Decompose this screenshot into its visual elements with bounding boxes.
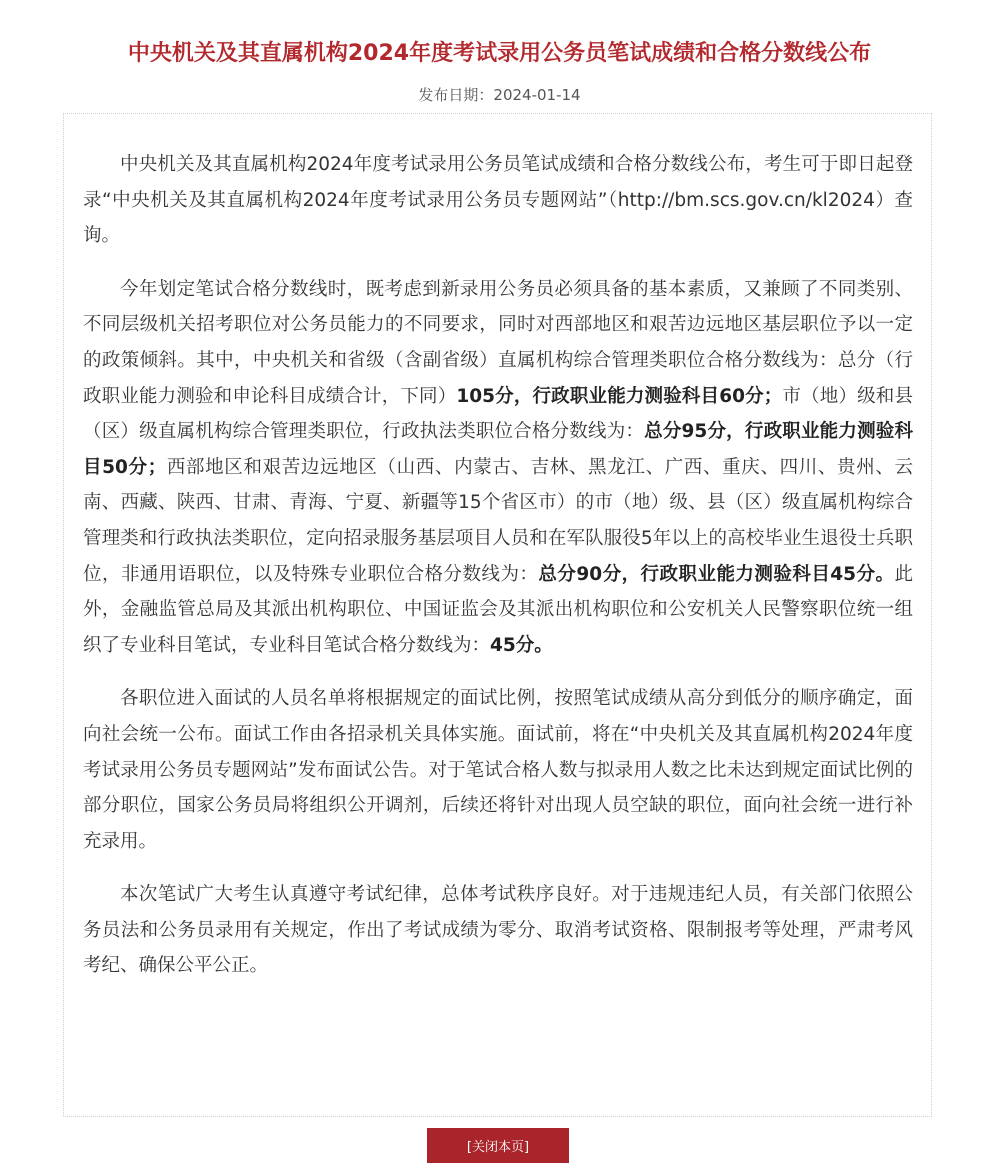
article-paragraph-2 [83,272,913,664]
publish-date-label: 发布日期： [418,86,494,104]
page-title: 中央机关及其直属机构2024年度考试录用公务员笔试成绩和合格分数线公布 [127,41,872,66]
article-paragraph-4 [83,877,913,984]
score-line-central: 105分，行政职业能力测验科目60分； [456,385,783,407]
paragraph-1-text: 中央机关及其直属机构2024年度考试录用公务员笔试成绩和合格分数线公布，考生可于即日起登录“中央机关及其直属机构2024年度考试录用公务员专题网站”（http://bm.scs.gov.cn/kl2024）查询。 [83,154,913,247]
score-line-city-county: 总分95分，行政职业能力测验科目50分； [83,421,913,478]
publish-date-value: 2024-01-14 [493,86,581,104]
paragraph-2-text-1: 今年划定笔试合格分数线时，既考虑到新录用公务员必须具备的基本素质，又兼顾了不同类别、不同层级机关招考职位对公务员能力的不同要求，同时对西部地区和艰苦边远地区基层职位予以一定的政策倾斜。其中，中央机关和省级（含副省级）直属机构综合管理类职位合格分数线为：总分（行政职业能力测验和申论科目成绩合计，下同） [83,278,913,407]
score-line-western: 总分90分，行政职业能力测验科目45分。 [538,563,895,585]
paragraph-4-text: 本次笔试广大考生认真遵守考试纪律，总体考试秩序良好。对于违规违纪人员，有关部门依照公务员法和公务员录用有关规定，作出了考试成绩为零分、取消考试资格、限制报考等处理，严肃考风考纪、确保公平公正。 [83,884,913,977]
publish-date [0,84,999,105]
article-paragraph-3 [83,681,913,859]
paragraph-2-text-4: 此外，金融监管总局及其派出机构职位、中国证监会及其派出机构职位和公安机关人民警察职位统一组织了专业科目笔试，专业科目笔试合格分数线为： [83,563,913,656]
paragraph-2-text-3: 西部地区和艰苦边远地区（山西、内蒙古、吉林、黑龙江、广西、重庆、四川、贵州、云南、西藏、陕西、甘肃、青海、宁夏、新疆等15个省区市）的市（地）级、县（区）级直属机构综合管理类和行政执法类职位，定向招录服务基层项目人员和在军队服役5年以上的高校毕业生退役士兵职位，非通用语职位，以及特殊专业职位合格分数线为： [83,456,913,585]
article-paragraph-1 [83,147,913,254]
article-body [83,147,913,1002]
paragraph-2-text-2: 市（地）级和县（区）级直属机构综合管理类职位，行政执法类职位合格分数线为： [83,385,913,443]
paragraph-3-text: 各职位进入面试的人员名单将根据规定的面试比例，按照笔试成绩从高分到低分的顺序确定，面向社会统一公布。面试工作由各招录机关具体实施。面试前，将在“中央机关及其直属机构2024年度考试录用公务员专题网站”发布面试公告。对于笔试合格人数与拟录用人数之比未达到规定面试比例的部分职位，国家公务员局将组织公开调剂，后续还将针对出现人员空缺的职位，面向社会统一进行补充录用。 [83,688,913,852]
score-line-professional: 45分。 [490,634,553,656]
close-page-button[interactable]: [关闭本页] [427,1128,569,1163]
